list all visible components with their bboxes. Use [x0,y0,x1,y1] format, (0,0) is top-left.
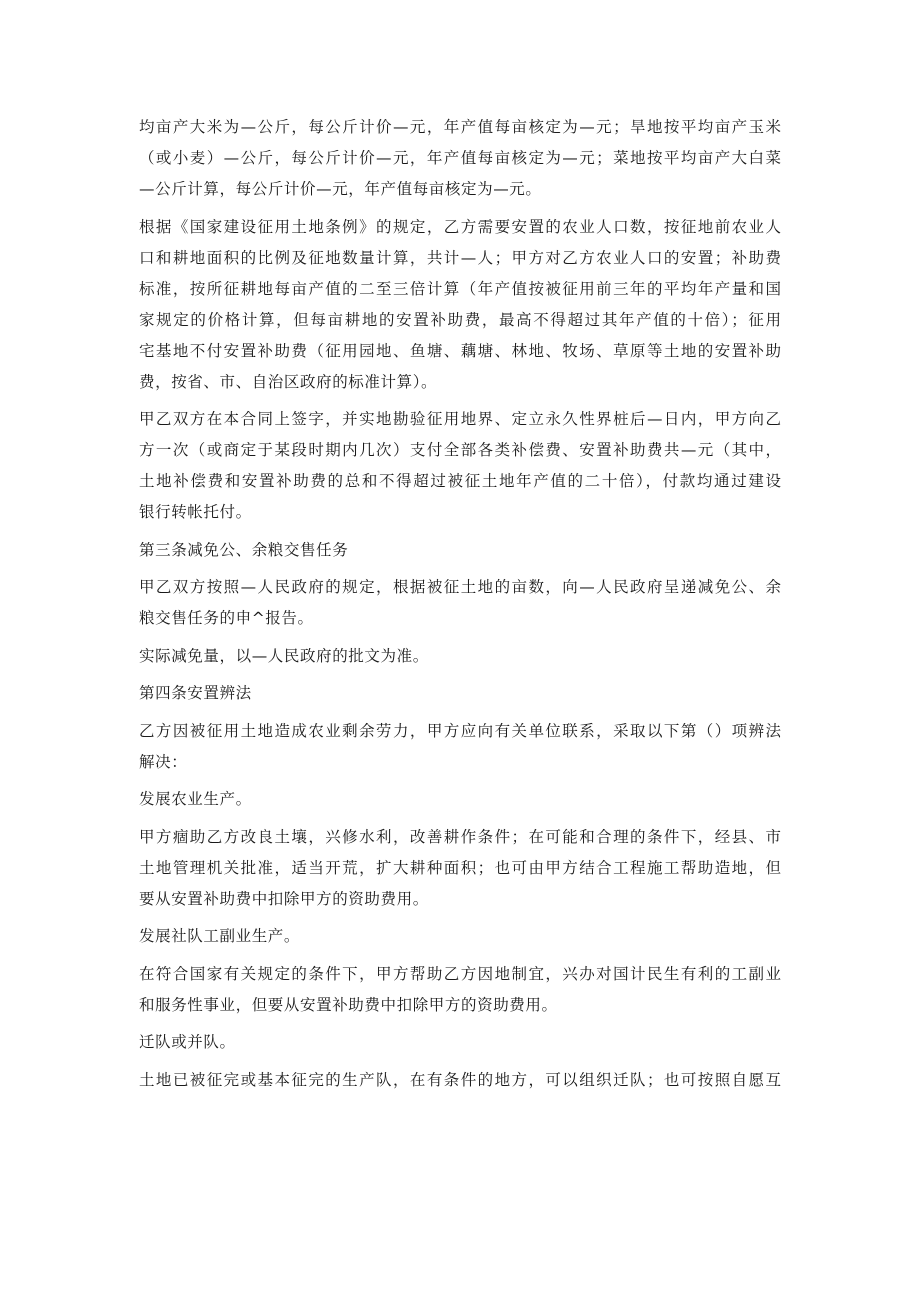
text-line: 和服务性事业，但要从安置补助费中扣除甲方的资助费用。 [139,995,558,1014]
text-line: 第三条减免公、余粮交售任务 [139,540,349,559]
paragraph [139,641,781,672]
text-line: 乙方因被征用土地造成农业剩余劳力，甲方应向有关单位联系，采取以下第（）项辨法 [139,721,781,740]
text-line: 第四条安置辨法 [139,684,252,702]
text-line: 方一次（或商定于某段时期内几次）支付全部各类补偿费、安置补助费共—元（其中， [139,441,781,459]
paragraph [139,212,781,398]
paragraph [139,921,781,952]
text-line: 口和耕地面积的比例及征地数量计算，共计—人；甲方对乙方农业人口的安置；补助费 [139,248,781,267]
section-heading [139,535,781,566]
paragraph [139,112,781,205]
text-line: 在符合国家有关规定的条件下，甲方帮助乙方因地制宜，兴办对国计民生有利的工副业 [139,964,781,983]
text-line: （或小麦）—公斤，每公斤计价—元，年产值每亩核定为—元；菜地按平均亩产大白菜 [139,149,781,167]
text-line: —公斤计算，每公斤计价—元，年产值每亩核定为—元。 [139,180,542,198]
text-line: 标准，按所征耕地每亩产值的二至三倍计算（年产值按被征用前三年的平均年产量和国 [139,279,781,298]
text-line: 土地已被征完或基本征完的生产队，在有条件的地方，可以组织迁队；也可按照自愿互 [139,1070,781,1089]
text-line: 根据《国家建设征用土地条例》的规定，乙方需要安置的农业人口数，按征地前农业人 [139,217,781,236]
text-line: 甲乙双方按照—人民政府的规定，根据被征土地的亩数，向—人民政府呈递减免公、余 [139,578,781,596]
text-line: 甲乙双方在本合同上签字，并实地勘验征用地界、定立永久性界桩后—日内，甲方向乙 [139,410,781,428]
text-line: 要从安置补助费中扣除甲方的资助费用。 [139,889,429,908]
text-line: 家规定的价格计算，但每亩耕地的安置补助费，最高不得超过其年产值的十倍）；征用 [139,310,781,329]
text-line: 土地补偿费和安置补助费的总和不得超过被征土地年产值的二十倍），付款均通过建设 [139,472,781,490]
text-line: 发展农业生产。 [139,790,252,808]
paragraph [139,572,781,634]
paragraph [139,822,781,915]
paragraph [139,1065,781,1096]
section-heading [139,678,781,709]
text-line: 发展社队工副业生产。 [139,927,301,945]
document-body [139,112,781,1096]
text-line: 粮交售任务的申^报告。 [139,609,314,627]
paragraph [139,716,781,778]
text-line: 迁队或并队。 [139,1033,236,1051]
text-line: 甲方痼助乙方改良土壤，兴修水利，改善耕作条件；在可能和合理的条件下，经县、市 [139,827,781,846]
text-line: 土地管理机关批准，适当开荒，扩大耕种面积；也可由甲方结合工程施工帮助造地，但 [139,858,781,877]
text-line: 费，按省、市、自治区政府的标准计算）。 [139,372,438,391]
paragraph [139,404,781,528]
text-line: 均亩产大米为—公斤，每公斤计价—元，年产值每亩核定为—元；旱地按平均亩产玉米 [139,118,781,136]
text-line: 银行转帐托付。 [139,503,252,521]
text-line: 解决： [139,752,188,771]
paragraph [139,959,781,1021]
paragraph [139,784,781,815]
text-line: 实际减免量，以—人民政府的批文为准。 [139,646,429,665]
text-line: 宅基地不付安置补助费（征用园地、鱼塘、藕塘、林地、牧场、草原等土地的安置补助 [139,341,781,360]
paragraph [139,1027,781,1058]
